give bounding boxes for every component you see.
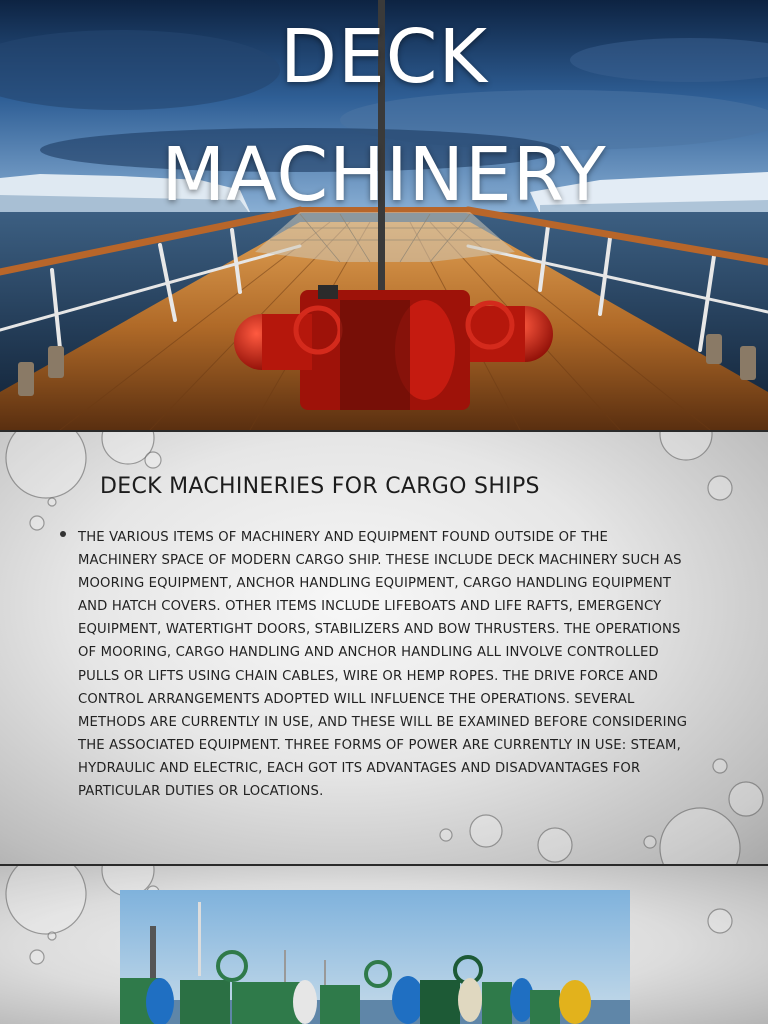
bullet-dot <box>60 531 66 537</box>
title-slide <box>0 0 768 430</box>
photo-slide <box>0 866 768 1024</box>
text-slide <box>0 432 768 864</box>
slide-heading: DECK MACHINERIES FOR CARGO SHIPS <box>100 474 540 499</box>
winch-deck-photo <box>120 890 630 1024</box>
bullet-paragraph: THE VARIOUS ITEMS OF MACHINERY AND EQUIPMENT FOUND OUTSIDE OF THE MACHINERY SPACE OF MODERN CARGO SHIP. THESE INCLUDE DECK MACHINERY SUCH AS MOORING EQUIPMENT, ANCHOR HANDLING EQUIPMENT, CARGO HANDLING EQUIPMENT AND HATCH COVERS. OTHER ITEMS INCLUDE LIFEBOATS AND LIFE RAFTS, EMERGENCY EQUIPMENT, WATERTIGHT DOORS, STABILIZERS AND BOW THRUSTERS. THE OPERATIONS OF MOORING, CARGO HANDLING AND ANCHOR HANDLING ALL INVOLVE CONTROLLED PULLS OR LIFTS USING CHAIN CABLES, WIRE OR HEMP ROPES. THE DRIVE FORCE AND CONTROL ARRANGEMENTS ADOPTED WILL INFLUENCE THE OPERATIONS. SEVERAL METHODS ARE CURRENTLY IN USE, AND THESE WILL BE EXAMINED BEFORE CONSIDERING THE ASSOCIATED EQUIPMENT. THREE FORMS OF POWER ARE CURRENTLY IN USE: STEAM, HYDRAULIC AND ELECTRIC, EACH GOT ITS ADVANTAGES AND DISADVANTAGES FOR PARTICULAR DUTIES OR LOCATIONS. <box>78 530 688 800</box>
title-line-1: DECK <box>280 14 488 100</box>
title-line-2: MACHINERY <box>161 132 607 218</box>
